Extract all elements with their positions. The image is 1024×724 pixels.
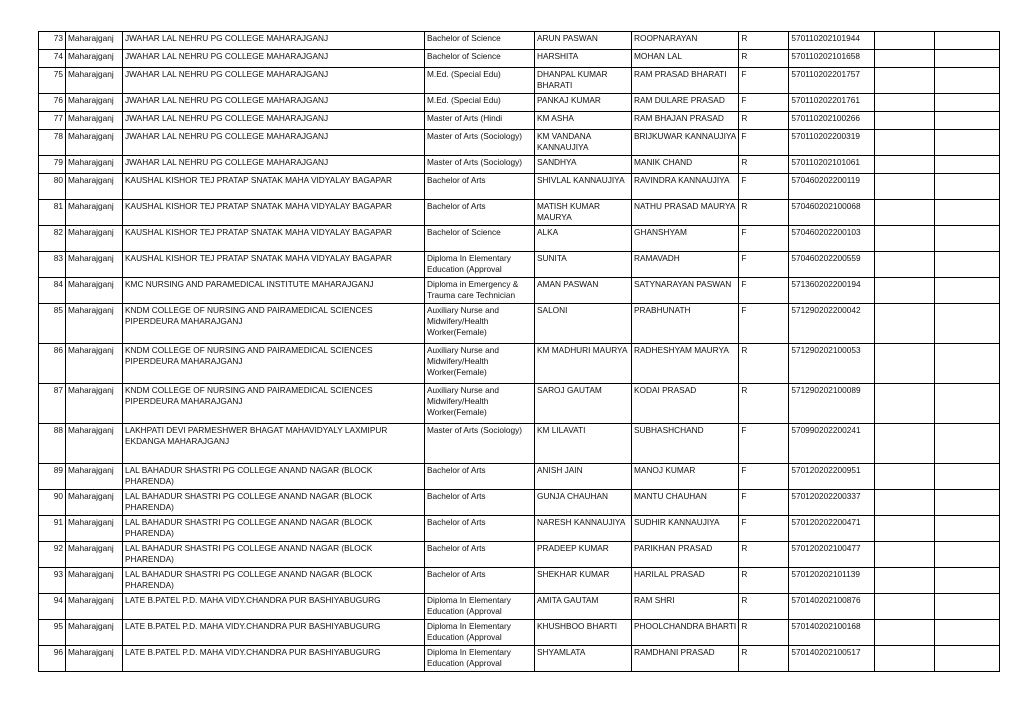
course-name-cell: Bachelor of Arts — [425, 542, 535, 568]
table-row — [39, 130, 1000, 156]
blank-column-cell-2 — [935, 32, 1000, 50]
blank-column-cell — [875, 32, 935, 50]
district-cell: Maharajganj — [66, 620, 123, 646]
category-cell: R — [739, 156, 789, 174]
district-cell: Maharajganj — [66, 226, 123, 252]
serial-number-cell: 92 — [39, 542, 66, 568]
college-name-cell: JWAHAR LAL NEHRU PG COLLEGE MAHARAJGANJ — [123, 156, 425, 174]
blank-column-cell-2 — [935, 594, 1000, 620]
blank-column-cell — [875, 304, 935, 344]
serial-number-cell: 73 — [39, 32, 66, 50]
college-name-cell: LATE B.PATEL P.D. MAHA VIDY.CHANDRA PUR BASHIYABUGURG — [123, 646, 425, 672]
serial-number-cell: 84 — [39, 278, 66, 304]
category-cell: R — [739, 620, 789, 646]
records-table-body — [39, 32, 1000, 672]
table-row — [39, 68, 1000, 94]
district-cell: Maharajganj — [66, 156, 123, 174]
blank-column-cell — [875, 226, 935, 252]
category-cell: F — [739, 278, 789, 304]
table-row — [39, 226, 1000, 252]
father-name-cell: BRIJKUWAR KANNAUJIYA — [632, 130, 739, 156]
district-cell: Maharajganj — [66, 304, 123, 344]
blank-column-cell — [875, 464, 935, 490]
category-cell: F — [739, 490, 789, 516]
serial-number-cell: 93 — [39, 568, 66, 594]
student-name-cell: AMITA GAUTAM — [535, 594, 632, 620]
registration-number-cell: 570140202100168 — [789, 620, 875, 646]
district-cell: Maharajganj — [66, 384, 123, 424]
district-cell: Maharajganj — [66, 646, 123, 672]
student-name-cell: MATISH KUMAR MAURYA — [535, 200, 632, 226]
blank-column-cell-2 — [935, 278, 1000, 304]
student-name-cell: PANKAJ KUMAR — [535, 94, 632, 112]
serial-number-cell: 88 — [39, 424, 66, 464]
course-name-cell: Bachelor of Arts — [425, 200, 535, 226]
course-name-cell: Auxiliary Nurse and Midwifery/Health Worker(Female) — [425, 384, 535, 424]
blank-column-cell-2 — [935, 304, 1000, 344]
father-name-cell: PHOOLCHANDRA BHARTI — [632, 620, 739, 646]
blank-column-cell-2 — [935, 620, 1000, 646]
college-name-cell: LATE B.PATEL P.D. MAHA VIDY.CHANDRA PUR BASHIYABUGURG — [123, 620, 425, 646]
serial-number-cell: 76 — [39, 94, 66, 112]
blank-column-cell — [875, 344, 935, 384]
blank-column-cell — [875, 542, 935, 568]
student-name-cell: PRADEEP KUMAR — [535, 542, 632, 568]
father-name-cell: RAMDHANI PRASAD — [632, 646, 739, 672]
father-name-cell: RAM PRASAD BHARATI — [632, 68, 739, 94]
table-row — [39, 620, 1000, 646]
serial-number-cell: 75 — [39, 68, 66, 94]
college-name-cell: JWAHAR LAL NEHRU PG COLLEGE MAHARAJGANJ — [123, 50, 425, 68]
blank-column-cell-2 — [935, 490, 1000, 516]
student-name-cell: SHEKHAR KUMAR — [535, 568, 632, 594]
registration-number-cell: 570110202201757 — [789, 68, 875, 94]
district-cell: Maharajganj — [66, 542, 123, 568]
student-name-cell: SUNITA — [535, 252, 632, 278]
student-name-cell: AMAN PASWAN — [535, 278, 632, 304]
registration-number-cell: 570110202101658 — [789, 50, 875, 68]
table-row — [39, 568, 1000, 594]
blank-column-cell-2 — [935, 174, 1000, 200]
registration-number-cell: 570460202200103 — [789, 226, 875, 252]
registration-number-cell: 570460202100068 — [789, 200, 875, 226]
blank-column-cell — [875, 94, 935, 112]
father-name-cell: RAMAVADH — [632, 252, 739, 278]
table-row — [39, 646, 1000, 672]
blank-column-cell-2 — [935, 252, 1000, 278]
college-name-cell: LAL BAHADUR SHASTRI PG COLLEGE ANAND NAGAR (BLOCK PHARENDA) — [123, 542, 425, 568]
blank-column-cell — [875, 568, 935, 594]
serial-number-cell: 89 — [39, 464, 66, 490]
blank-column-cell — [875, 252, 935, 278]
category-cell: F — [739, 130, 789, 156]
blank-column-cell-2 — [935, 516, 1000, 542]
district-cell: Maharajganj — [66, 200, 123, 226]
college-name-cell: JWAHAR LAL NEHRU PG COLLEGE MAHARAJGANJ — [123, 130, 425, 156]
college-name-cell: LAL BAHADUR SHASTRI PG COLLEGE ANAND NAGAR (BLOCK PHARENDA) — [123, 464, 425, 490]
district-cell: Maharajganj — [66, 344, 123, 384]
blank-column-cell-2 — [935, 94, 1000, 112]
college-name-cell: LAL BAHADUR SHASTRI PG COLLEGE ANAND NAGAR (BLOCK PHARENDA) — [123, 490, 425, 516]
blank-column-cell-2 — [935, 542, 1000, 568]
serial-number-cell: 86 — [39, 344, 66, 384]
student-name-cell: ALKA — [535, 226, 632, 252]
category-cell: R — [739, 594, 789, 620]
blank-column-cell — [875, 200, 935, 226]
college-name-cell: KAUSHAL KISHOR TEJ PRATAP SNATAK MAHA VIDYALAY BAGAPAR — [123, 174, 425, 200]
father-name-cell: HARILAL PRASAD — [632, 568, 739, 594]
district-cell: Maharajganj — [66, 50, 123, 68]
registration-number-cell: 570460202200559 — [789, 252, 875, 278]
district-cell: Maharajganj — [66, 68, 123, 94]
college-name-cell: KAUSHAL KISHOR TEJ PRATAP SNATAK MAHA VIDYALAY BAGAPAR — [123, 200, 425, 226]
student-name-cell: KM LILAVATI — [535, 424, 632, 464]
father-name-cell: MANTU CHAUHAN — [632, 490, 739, 516]
course-name-cell: Master of Arts (Hindi — [425, 112, 535, 130]
course-name-cell: Bachelor of Science — [425, 32, 535, 50]
blank-column-cell-2 — [935, 112, 1000, 130]
table-row — [39, 112, 1000, 130]
father-name-cell: PRABHUNATH — [632, 304, 739, 344]
father-name-cell: MANIK CHAND — [632, 156, 739, 174]
blank-column-cell — [875, 646, 935, 672]
course-name-cell: Master of Arts (Sociology) — [425, 156, 535, 174]
course-name-cell: Bachelor of Arts — [425, 516, 535, 542]
blank-column-cell-2 — [935, 344, 1000, 384]
table-row — [39, 252, 1000, 278]
father-name-cell: SUBHASHCHAND — [632, 424, 739, 464]
father-name-cell: ROOPNARAYAN — [632, 32, 739, 50]
registration-number-cell: 571290202200042 — [789, 304, 875, 344]
course-name-cell: M.Ed. (Special Edu) — [425, 68, 535, 94]
category-cell: R — [739, 112, 789, 130]
blank-column-cell-2 — [935, 200, 1000, 226]
blank-column-cell — [875, 424, 935, 464]
registration-number-cell: 570110202101061 — [789, 156, 875, 174]
college-name-cell: KNDM COLLEGE OF NURSING AND PAIRAMEDICAL SCIENCES PIPERDEURA MAHARAJGANJ — [123, 344, 425, 384]
district-cell: Maharajganj — [66, 174, 123, 200]
registration-number-cell: 570120202100477 — [789, 542, 875, 568]
registration-number-cell: 570110202200319 — [789, 130, 875, 156]
table-row — [39, 174, 1000, 200]
registration-number-cell: 570990202200241 — [789, 424, 875, 464]
category-cell: R — [739, 542, 789, 568]
blank-column-cell — [875, 490, 935, 516]
table-row — [39, 278, 1000, 304]
district-cell: Maharajganj — [66, 594, 123, 620]
father-name-cell: SATYNARAYAN PASWAN — [632, 278, 739, 304]
category-cell: F — [739, 424, 789, 464]
student-name-cell: GUNJA CHAUHAN — [535, 490, 632, 516]
father-name-cell: MANOJ KUMAR — [632, 464, 739, 490]
registration-number-cell: 570120202200951 — [789, 464, 875, 490]
course-name-cell: Auxiliary Nurse and Midwifery/Health Worker(Female) — [425, 304, 535, 344]
records-table — [38, 31, 1000, 672]
category-cell: R — [739, 384, 789, 424]
registration-number-cell: 570120202200471 — [789, 516, 875, 542]
blank-column-cell — [875, 50, 935, 68]
college-name-cell: JWAHAR LAL NEHRU PG COLLEGE MAHARAJGANJ — [123, 32, 425, 50]
category-cell: F — [739, 174, 789, 200]
blank-column-cell-2 — [935, 464, 1000, 490]
college-name-cell: KMC NURSING AND PARAMEDICAL INSTITUTE MAHARAJGANJ — [123, 278, 425, 304]
course-name-cell: M.Ed. (Special Edu) — [425, 94, 535, 112]
course-name-cell: Bachelor of Science — [425, 226, 535, 252]
category-cell: F — [739, 94, 789, 112]
student-name-cell: NARESH KANNAUJIYA — [535, 516, 632, 542]
student-name-cell: SALONI — [535, 304, 632, 344]
district-cell: Maharajganj — [66, 424, 123, 464]
category-cell: R — [739, 344, 789, 384]
serial-number-cell: 79 — [39, 156, 66, 174]
registration-number-cell: 570140202100876 — [789, 594, 875, 620]
registration-number-cell: 570460202200119 — [789, 174, 875, 200]
category-cell: R — [739, 50, 789, 68]
student-name-cell: HARSHITA — [535, 50, 632, 68]
registration-number-cell: 570120202101139 — [789, 568, 875, 594]
blank-column-cell-2 — [935, 226, 1000, 252]
category-cell: F — [739, 226, 789, 252]
student-name-cell: SANDHYA — [535, 156, 632, 174]
table-row — [39, 542, 1000, 568]
student-name-cell: KM MADHURI MAURYA — [535, 344, 632, 384]
father-name-cell: PARIKHAN PRASAD — [632, 542, 739, 568]
district-cell: Maharajganj — [66, 278, 123, 304]
category-cell: F — [739, 464, 789, 490]
blank-column-cell — [875, 620, 935, 646]
student-name-cell: SHIVLAL KANNAUJIYA — [535, 174, 632, 200]
registration-number-cell: 570110202101944 — [789, 32, 875, 50]
blank-column-cell — [875, 278, 935, 304]
table-row — [39, 424, 1000, 464]
blank-column-cell-2 — [935, 568, 1000, 594]
category-cell: R — [739, 646, 789, 672]
father-name-cell: RAM SHRI — [632, 594, 739, 620]
father-name-cell: NATHU PRASAD MAURYA — [632, 200, 739, 226]
father-name-cell: RAM DULARE PRASAD — [632, 94, 739, 112]
course-name-cell: Diploma In Elementary Education (Approval — [425, 594, 535, 620]
registration-number-cell: 570110202201761 — [789, 94, 875, 112]
father-name-cell: MOHAN LAL — [632, 50, 739, 68]
father-name-cell: RAM BHAJAN PRASAD — [632, 112, 739, 130]
district-cell: Maharajganj — [66, 568, 123, 594]
college-name-cell: LAL BAHADUR SHASTRI PG COLLEGE ANAND NAGAR (BLOCK PHARENDA) — [123, 568, 425, 594]
college-name-cell: LAL BAHADUR SHASTRI PG COLLEGE ANAND NAGAR (BLOCK PHARENDA) — [123, 516, 425, 542]
college-name-cell: LAKHPATI DEVI PARMESHWER BHAGAT MAHAVIDYALY LAXMIPUR EKDANGA MAHARAJGANJ — [123, 424, 425, 464]
table-row — [39, 156, 1000, 174]
college-name-cell: JWAHAR LAL NEHRU PG COLLEGE MAHARAJGANJ — [123, 94, 425, 112]
serial-number-cell: 85 — [39, 304, 66, 344]
father-name-cell: RADHESHYAM MAURYA — [632, 344, 739, 384]
table-row — [39, 344, 1000, 384]
district-cell: Maharajganj — [66, 252, 123, 278]
blank-column-cell-2 — [935, 50, 1000, 68]
serial-number-cell: 80 — [39, 174, 66, 200]
district-cell: Maharajganj — [66, 464, 123, 490]
category-cell: R — [739, 32, 789, 50]
blank-column-cell — [875, 174, 935, 200]
course-name-cell: Auxiliary Nurse and Midwifery/Health Worker(Female) — [425, 344, 535, 384]
table-row — [39, 200, 1000, 226]
table-row — [39, 32, 1000, 50]
table-row — [39, 304, 1000, 344]
course-name-cell: Diploma In Elementary Education (Approval — [425, 620, 535, 646]
student-name-cell: SHYAMLATA — [535, 646, 632, 672]
table-row — [39, 594, 1000, 620]
blank-column-cell — [875, 516, 935, 542]
father-name-cell: KODAI PRASAD — [632, 384, 739, 424]
course-name-cell: Diploma In Elementary Education (Approval — [425, 252, 535, 278]
serial-number-cell: 91 — [39, 516, 66, 542]
course-name-cell: Bachelor of Arts — [425, 568, 535, 594]
father-name-cell: GHANSHYAM — [632, 226, 739, 252]
serial-number-cell: 90 — [39, 490, 66, 516]
blank-column-cell-2 — [935, 384, 1000, 424]
course-name-cell: Bachelor of Arts — [425, 174, 535, 200]
father-name-cell: SUDHIR KANNAUJIYA — [632, 516, 739, 542]
category-cell: R — [739, 200, 789, 226]
course-name-cell: Diploma in Emergency & Trauma care Technician — [425, 278, 535, 304]
college-name-cell: LATE B.PATEL P.D. MAHA VIDY.CHANDRA PUR BASHIYABUGURG — [123, 594, 425, 620]
blank-column-cell — [875, 112, 935, 130]
serial-number-cell: 77 — [39, 112, 66, 130]
college-name-cell: JWAHAR LAL NEHRU PG COLLEGE MAHARAJGANJ — [123, 112, 425, 130]
blank-column-cell — [875, 130, 935, 156]
course-name-cell: Master of Arts (Sociology) — [425, 424, 535, 464]
blank-column-cell-2 — [935, 68, 1000, 94]
student-name-cell: SAROJ GAUTAM — [535, 384, 632, 424]
serial-number-cell: 82 — [39, 226, 66, 252]
student-name-cell: DHANPAL KUMAR BHARATI — [535, 68, 632, 94]
table-row — [39, 50, 1000, 68]
course-name-cell: Bachelor of Arts — [425, 464, 535, 490]
college-name-cell: KAUSHAL KISHOR TEJ PRATAP SNATAK MAHA VIDYALAY BAGAPAR — [123, 252, 425, 278]
blank-column-cell — [875, 68, 935, 94]
category-cell: F — [739, 68, 789, 94]
blank-column-cell-2 — [935, 424, 1000, 464]
course-name-cell: Bachelor of Science — [425, 50, 535, 68]
blank-column-cell-2 — [935, 156, 1000, 174]
serial-number-cell: 78 — [39, 130, 66, 156]
table-row — [39, 464, 1000, 490]
student-name-cell: ARUN PASWAN — [535, 32, 632, 50]
table-row — [39, 384, 1000, 424]
student-name-cell: KHUSHBOO BHARTI — [535, 620, 632, 646]
student-name-cell: KM ASHA — [535, 112, 632, 130]
district-cell: Maharajganj — [66, 112, 123, 130]
course-name-cell: Bachelor of Arts — [425, 490, 535, 516]
district-cell: Maharajganj — [66, 32, 123, 50]
student-name-cell: ANISH JAIN — [535, 464, 632, 490]
serial-number-cell: 74 — [39, 50, 66, 68]
blank-column-cell — [875, 384, 935, 424]
serial-number-cell: 94 — [39, 594, 66, 620]
course-name-cell: Master of Arts (Sociology) — [425, 130, 535, 156]
district-cell: Maharajganj — [66, 94, 123, 112]
registration-number-cell: 570140202100517 — [789, 646, 875, 672]
serial-number-cell: 95 — [39, 620, 66, 646]
district-cell: Maharajganj — [66, 130, 123, 156]
category-cell: R — [739, 568, 789, 594]
district-cell: Maharajganj — [66, 490, 123, 516]
college-name-cell: KNDM COLLEGE OF NURSING AND PAIRAMEDICAL SCIENCES PIPERDEURA MAHARAJGANJ — [123, 304, 425, 344]
father-name-cell: RAVINDRA KANNAUJIYA — [632, 174, 739, 200]
table-row — [39, 490, 1000, 516]
serial-number-cell: 96 — [39, 646, 66, 672]
registration-number-cell: 571360202200194 — [789, 278, 875, 304]
college-name-cell: JWAHAR LAL NEHRU PG COLLEGE MAHARAJGANJ — [123, 68, 425, 94]
table-row — [39, 94, 1000, 112]
category-cell: F — [739, 304, 789, 344]
blank-column-cell-2 — [935, 130, 1000, 156]
serial-number-cell: 83 — [39, 252, 66, 278]
district-cell: Maharajganj — [66, 516, 123, 542]
serial-number-cell: 87 — [39, 384, 66, 424]
category-cell: F — [739, 252, 789, 278]
course-name-cell: Diploma In Elementary Education (Approval — [425, 646, 535, 672]
serial-number-cell: 81 — [39, 200, 66, 226]
student-name-cell: KM VANDANA KANNAUJIYA — [535, 130, 632, 156]
blank-column-cell — [875, 156, 935, 174]
registration-number-cell: 570110202100266 — [789, 112, 875, 130]
blank-column-cell — [875, 594, 935, 620]
table-row — [39, 516, 1000, 542]
registration-number-cell: 571290202100089 — [789, 384, 875, 424]
registration-number-cell: 570120202200337 — [789, 490, 875, 516]
blank-column-cell-2 — [935, 646, 1000, 672]
college-name-cell: KNDM COLLEGE OF NURSING AND PAIRAMEDICAL SCIENCES PIPERDEURA MAHARAJGANJ — [123, 384, 425, 424]
category-cell: F — [739, 516, 789, 542]
registration-number-cell: 571290202100053 — [789, 344, 875, 384]
college-name-cell: KAUSHAL KISHOR TEJ PRATAP SNATAK MAHA VIDYALAY BAGAPAR — [123, 226, 425, 252]
